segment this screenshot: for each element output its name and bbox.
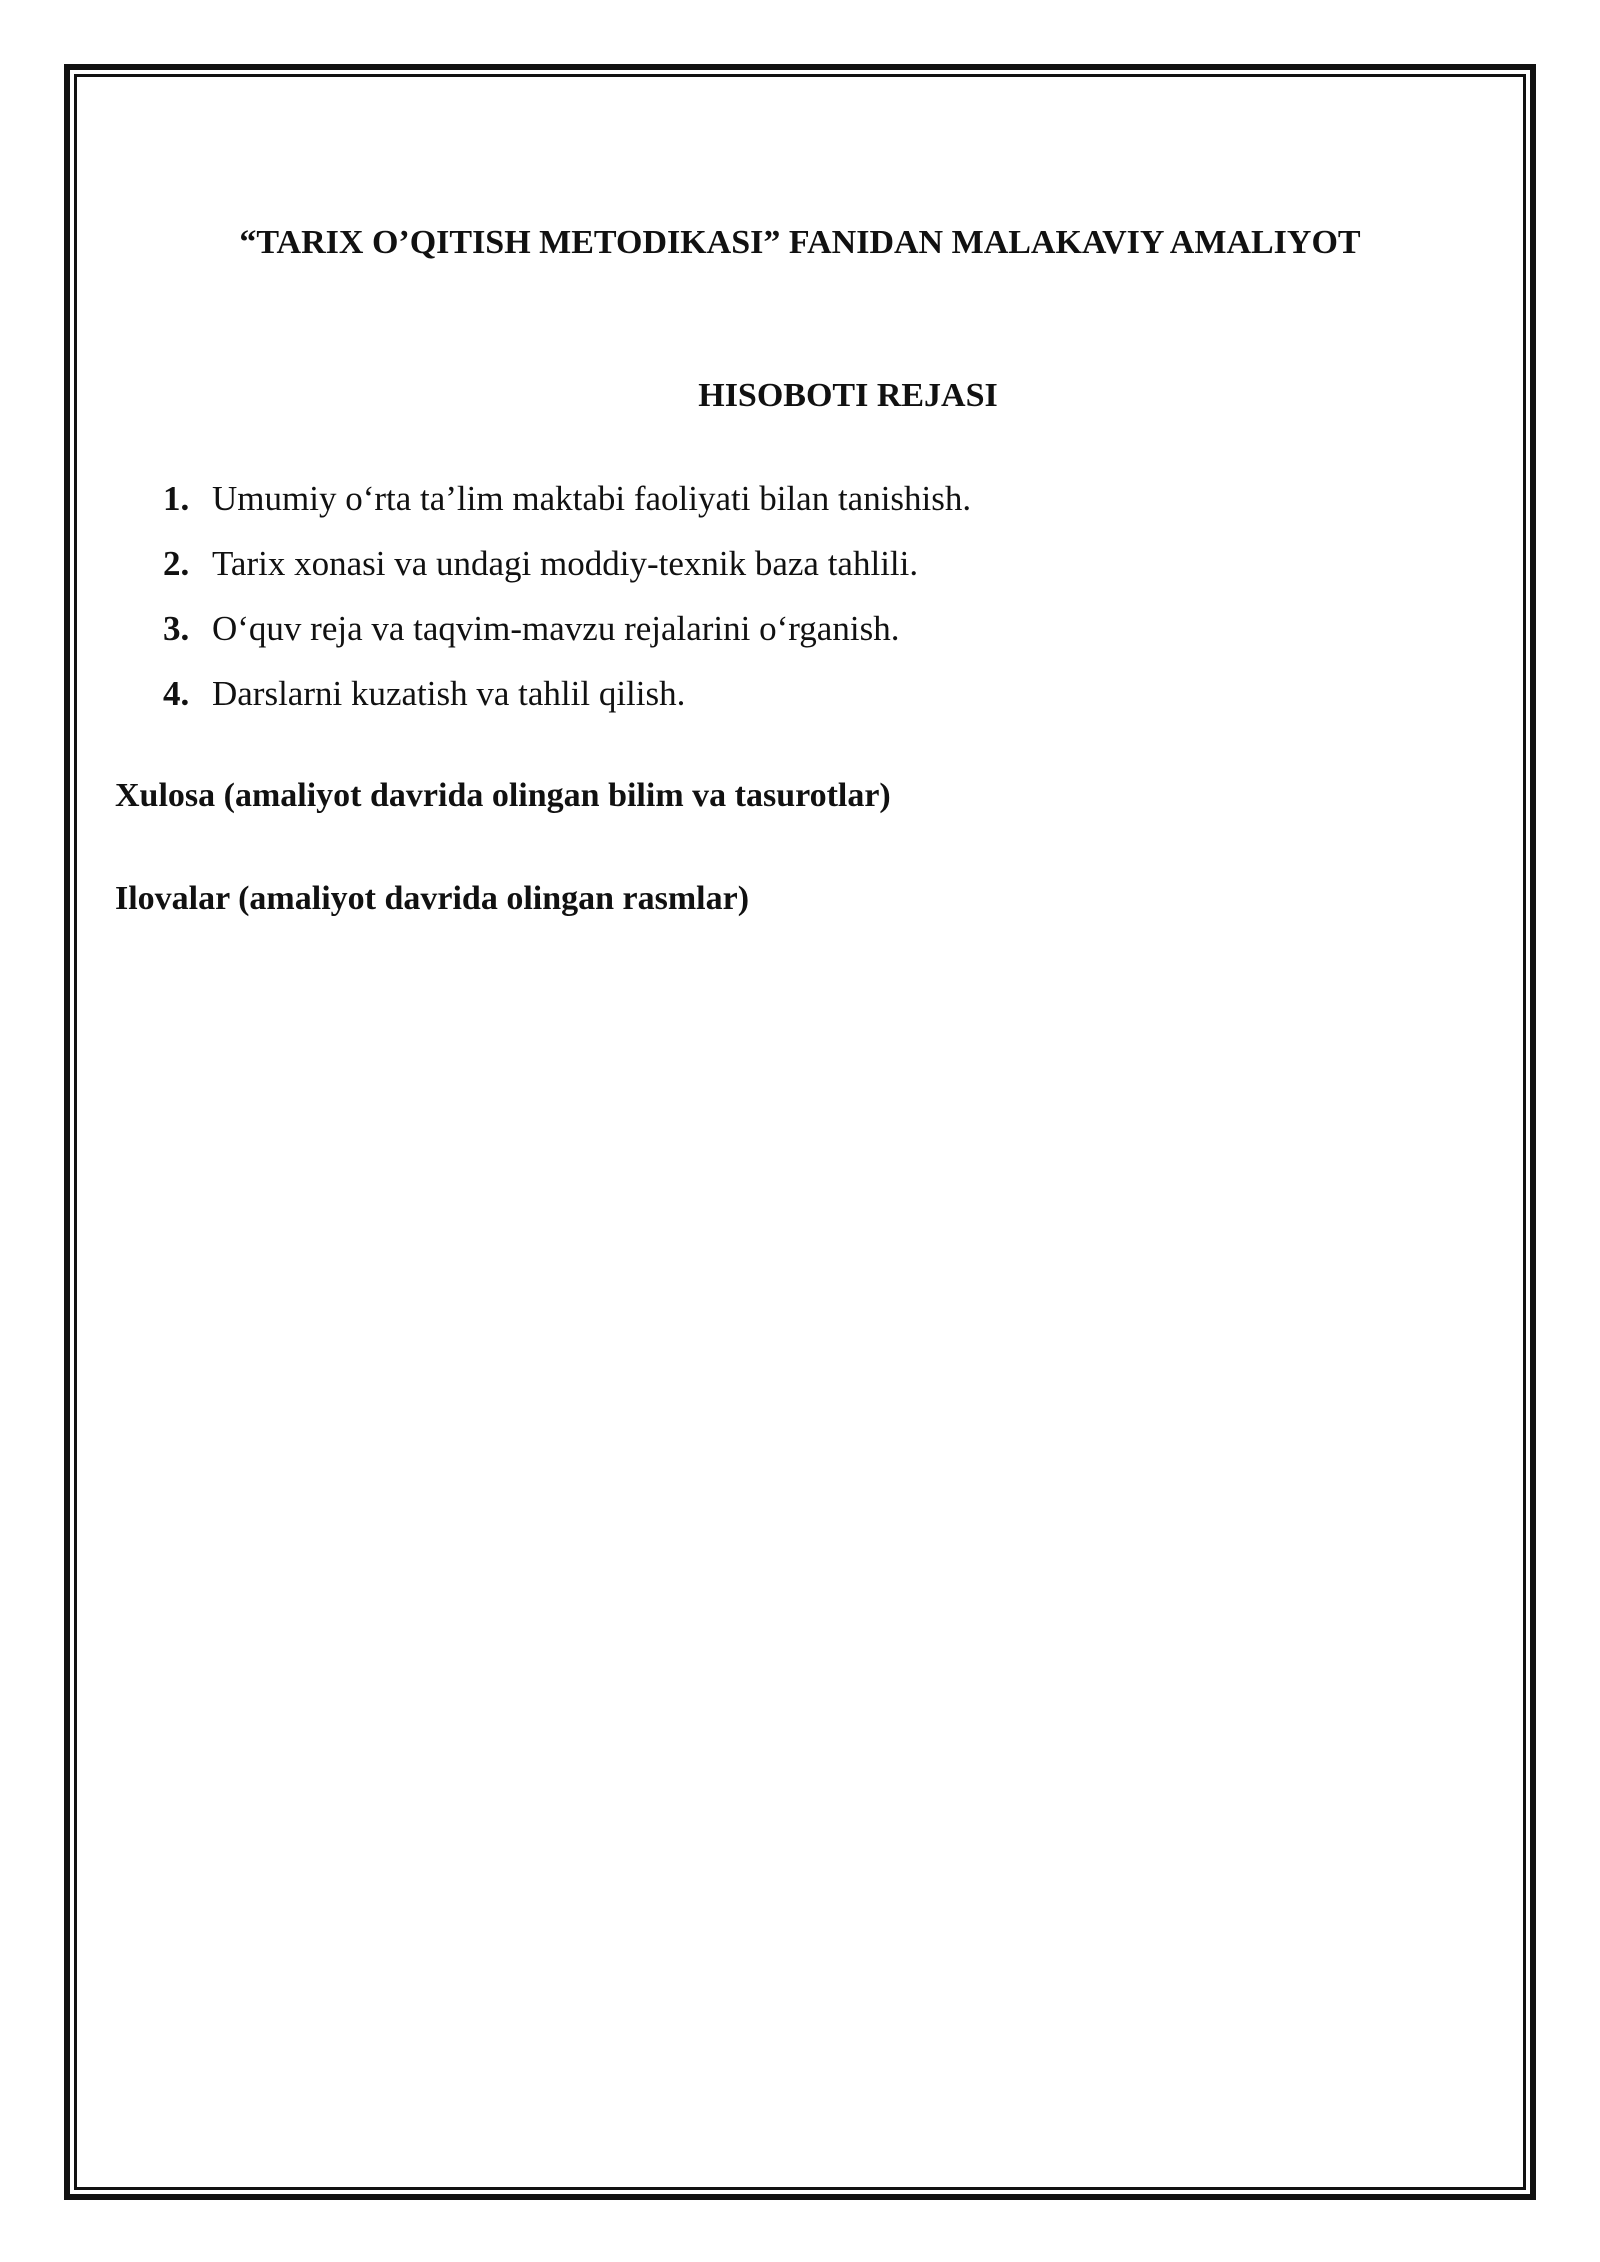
plan-item-number: 3. bbox=[163, 609, 190, 648]
document-title: “TARIX O’QITISH METODIKASI” FANIDAN MALAKAVIY AMALIYOT bbox=[239, 224, 1361, 261]
plan-item-3 bbox=[163, 605, 971, 670]
plan-item-text: Tarix xonasi va undagi moddiy-texnik baza tahlili. bbox=[212, 544, 919, 583]
plan-item-number: 2. bbox=[163, 544, 190, 583]
plan-item-text: O‘quv reja va taqvim-mavzu rejalarini o‘rganish. bbox=[212, 609, 900, 648]
plan-item-number: 1. bbox=[163, 479, 190, 518]
plan-item-4 bbox=[163, 670, 971, 735]
plan-list bbox=[163, 475, 971, 735]
document-subtitle: HISOBOTI REJASI bbox=[698, 377, 998, 414]
plan-item-text: Umumiy o‘rta ta’lim maktabi faoliyati bilan tanishish. bbox=[212, 479, 972, 518]
conclusion-heading: Xulosa (amaliyot davrida olingan bilim va tasurotlar) bbox=[115, 777, 891, 814]
appendix-heading: Ilovalar (amaliyot davrida olingan rasmlar) bbox=[115, 880, 750, 917]
plan-item-number: 4. bbox=[163, 674, 190, 713]
plan-item-1 bbox=[163, 475, 971, 540]
plan-item-text: Darslarni kuzatish va tahlil qilish. bbox=[212, 674, 686, 713]
plan-item-2 bbox=[163, 540, 971, 605]
